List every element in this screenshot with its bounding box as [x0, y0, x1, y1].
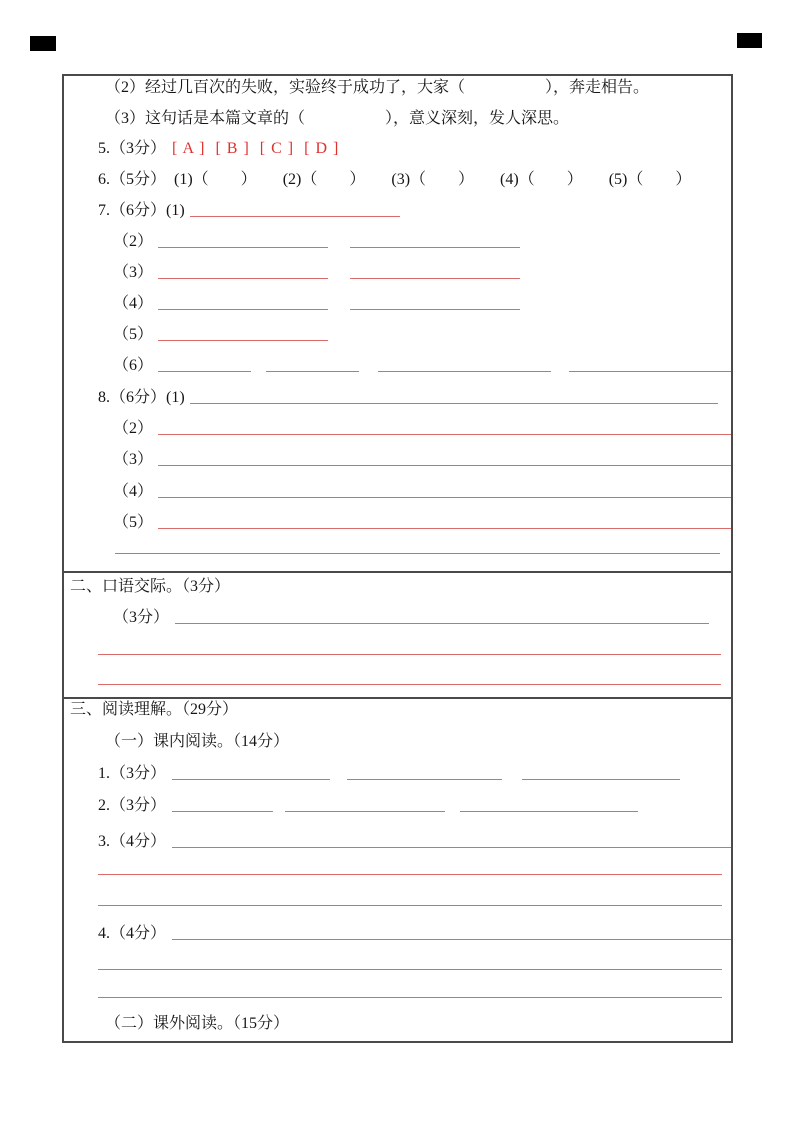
spacer — [166, 943, 172, 944]
sheet-row — [64, 573, 731, 597]
answer-line — [98, 654, 721, 655]
q6-blank-5: (5)（ ） — [608, 171, 692, 188]
q8-sub5-label: （5） — [113, 514, 154, 531]
sheet-row — [64, 129, 731, 159]
spacer — [153, 251, 158, 252]
sheet-row — [64, 314, 731, 345]
answer-line — [190, 216, 400, 217]
spacer — [166, 815, 172, 816]
sheet-row — [64, 408, 731, 439]
sheet-row — [64, 699, 731, 720]
spacer — [169, 627, 175, 628]
answer-line — [158, 528, 731, 529]
answer-line — [266, 371, 359, 372]
section-3-heading: 三、阅读理解。（29分） — [70, 701, 239, 718]
spacer — [257, 189, 283, 190]
spacer — [328, 251, 350, 252]
section-2-heading: 二、口语交际。（3分） — [70, 578, 231, 595]
spacer — [328, 313, 350, 314]
spacer — [502, 783, 522, 784]
spacer — [153, 438, 158, 439]
sheet-row — [64, 659, 731, 689]
q6-label: 6.（5分） — [98, 171, 167, 188]
spacer — [251, 375, 266, 376]
q6-blank-2: (2)（ ） — [282, 171, 366, 188]
answer-line — [172, 811, 273, 812]
spacer — [185, 407, 190, 408]
q6-blank-3: (3)（ ） — [391, 171, 475, 188]
sheet-row — [64, 533, 731, 558]
sheet-row — [64, 720, 731, 752]
q6-blank-1: (1)（ ） — [174, 171, 257, 188]
answer-line — [98, 997, 722, 998]
sheet-row — [64, 76, 731, 98]
sheet-row — [64, 944, 731, 974]
q6-blank-4: (4)（ ） — [500, 171, 583, 188]
section-reading-comprehension — [64, 699, 731, 1041]
answer-line — [158, 340, 328, 341]
q7-sub5-label: （5） — [113, 326, 154, 343]
q5-option-a: [ A ] — [172, 140, 206, 157]
sheet-row — [64, 1002, 731, 1034]
spacer — [273, 815, 285, 816]
spacer — [153, 344, 158, 345]
answer-line — [522, 779, 680, 780]
spacer — [153, 469, 158, 470]
answer-line — [158, 434, 731, 435]
sheet-row — [64, 283, 731, 314]
answer-line — [158, 247, 328, 248]
sheet-row — [64, 597, 731, 628]
q7-label: 7.（6分）(1) — [98, 202, 185, 219]
q8-label: 8.（6分）(1) — [98, 389, 185, 406]
sheet-row — [64, 159, 731, 190]
sheet-row — [64, 784, 731, 816]
answer-line — [158, 371, 251, 372]
spacer — [166, 158, 172, 159]
spacer — [330, 783, 347, 784]
registration-mark-right-icon — [737, 33, 762, 48]
answer-line — [98, 684, 721, 685]
spacer — [365, 189, 391, 190]
spacer — [328, 282, 350, 283]
answer-line — [172, 939, 731, 940]
spacer — [250, 158, 260, 159]
answer-line — [350, 309, 520, 310]
spacer — [153, 282, 158, 283]
reading-q1-label: 1.（3分） — [98, 765, 167, 782]
q7-sub2-label: （2） — [113, 233, 154, 250]
answer-line — [347, 779, 502, 780]
sheet-row — [64, 628, 731, 659]
spacer — [166, 189, 174, 190]
section-oral-communication — [64, 573, 731, 699]
answer-line — [158, 465, 731, 466]
sheet-row — [64, 910, 731, 944]
spacer — [474, 189, 500, 190]
oral-score-label: （3分） — [113, 609, 170, 626]
q8-sub2-label: （2） — [113, 420, 154, 437]
sheet-row — [64, 816, 731, 852]
q7-sub3-label: （3） — [113, 264, 154, 281]
spacer — [185, 220, 190, 221]
sheet-row — [64, 470, 731, 502]
part-1-heading: （一）课内阅读。（14分） — [105, 733, 290, 750]
sheet-row — [64, 974, 731, 1002]
spacer — [166, 783, 172, 784]
spacer — [583, 189, 609, 190]
answer-line — [285, 811, 445, 812]
answer-line — [172, 847, 731, 848]
spacer — [153, 375, 158, 376]
sheet-row — [64, 190, 731, 221]
q8-sub4-label: （4） — [113, 483, 154, 500]
answer-line — [158, 278, 328, 279]
sheet-row — [64, 221, 731, 252]
sheet-row — [64, 439, 731, 470]
answer-line — [98, 905, 722, 906]
reading-q2-label: 2.（3分） — [98, 797, 167, 814]
spacer — [153, 313, 158, 314]
registration-mark-left-icon — [30, 36, 56, 51]
sheet-row — [64, 752, 731, 784]
answer-line — [158, 497, 731, 498]
spacer — [153, 501, 158, 502]
spacer — [359, 375, 378, 376]
sheet-row — [64, 502, 731, 533]
sheet-row — [64, 345, 731, 376]
q5-option-b: [ B ] — [215, 140, 250, 157]
reading-q4-label: 4.（4分） — [98, 925, 167, 942]
part-2-heading: （二）课外阅读。（15分） — [105, 1015, 290, 1032]
reading-q3-label: 3.（4分） — [98, 833, 167, 850]
sheet-row — [64, 98, 731, 129]
answer-line — [569, 371, 731, 372]
spacer — [205, 158, 215, 159]
q5-option-c: [ C ] — [259, 140, 295, 157]
section-questions-4-8 — [64, 76, 731, 573]
q7-sub6-label: （6） — [113, 357, 154, 374]
sheet-row — [64, 879, 731, 910]
spacer — [166, 851, 172, 852]
answer-line — [350, 247, 520, 248]
spacer — [445, 815, 460, 816]
answer-line — [158, 309, 328, 310]
spacer — [294, 158, 304, 159]
spacer — [551, 375, 569, 376]
q8-sub3-label: （3） — [113, 451, 154, 468]
q5-label: 5.（3分） — [98, 140, 167, 157]
q4-sub2-prompt: （2）经过几百次的失败，实验终于成功了，大家（ ），奔走相告。 — [105, 79, 650, 96]
answer-line — [378, 371, 551, 372]
sheet-row — [64, 852, 731, 879]
answer-line — [350, 278, 520, 279]
answer-sheet — [62, 74, 733, 1043]
q5-option-d: [ D ] — [304, 140, 340, 157]
answer-line — [460, 811, 638, 812]
sheet-row — [64, 376, 731, 408]
answer-line — [190, 403, 718, 404]
answer-line — [98, 969, 722, 970]
answer-line — [115, 553, 720, 554]
q4-sub3-prompt: （3）这句话是本篇文章的（ ），意义深刻，发人深思。 — [105, 110, 570, 127]
spacer — [153, 532, 158, 533]
answer-line — [98, 874, 722, 875]
sheet-row — [64, 252, 731, 283]
q7-sub4-label: （4） — [113, 295, 154, 312]
answer-line — [172, 779, 330, 780]
answer-line — [175, 623, 709, 624]
